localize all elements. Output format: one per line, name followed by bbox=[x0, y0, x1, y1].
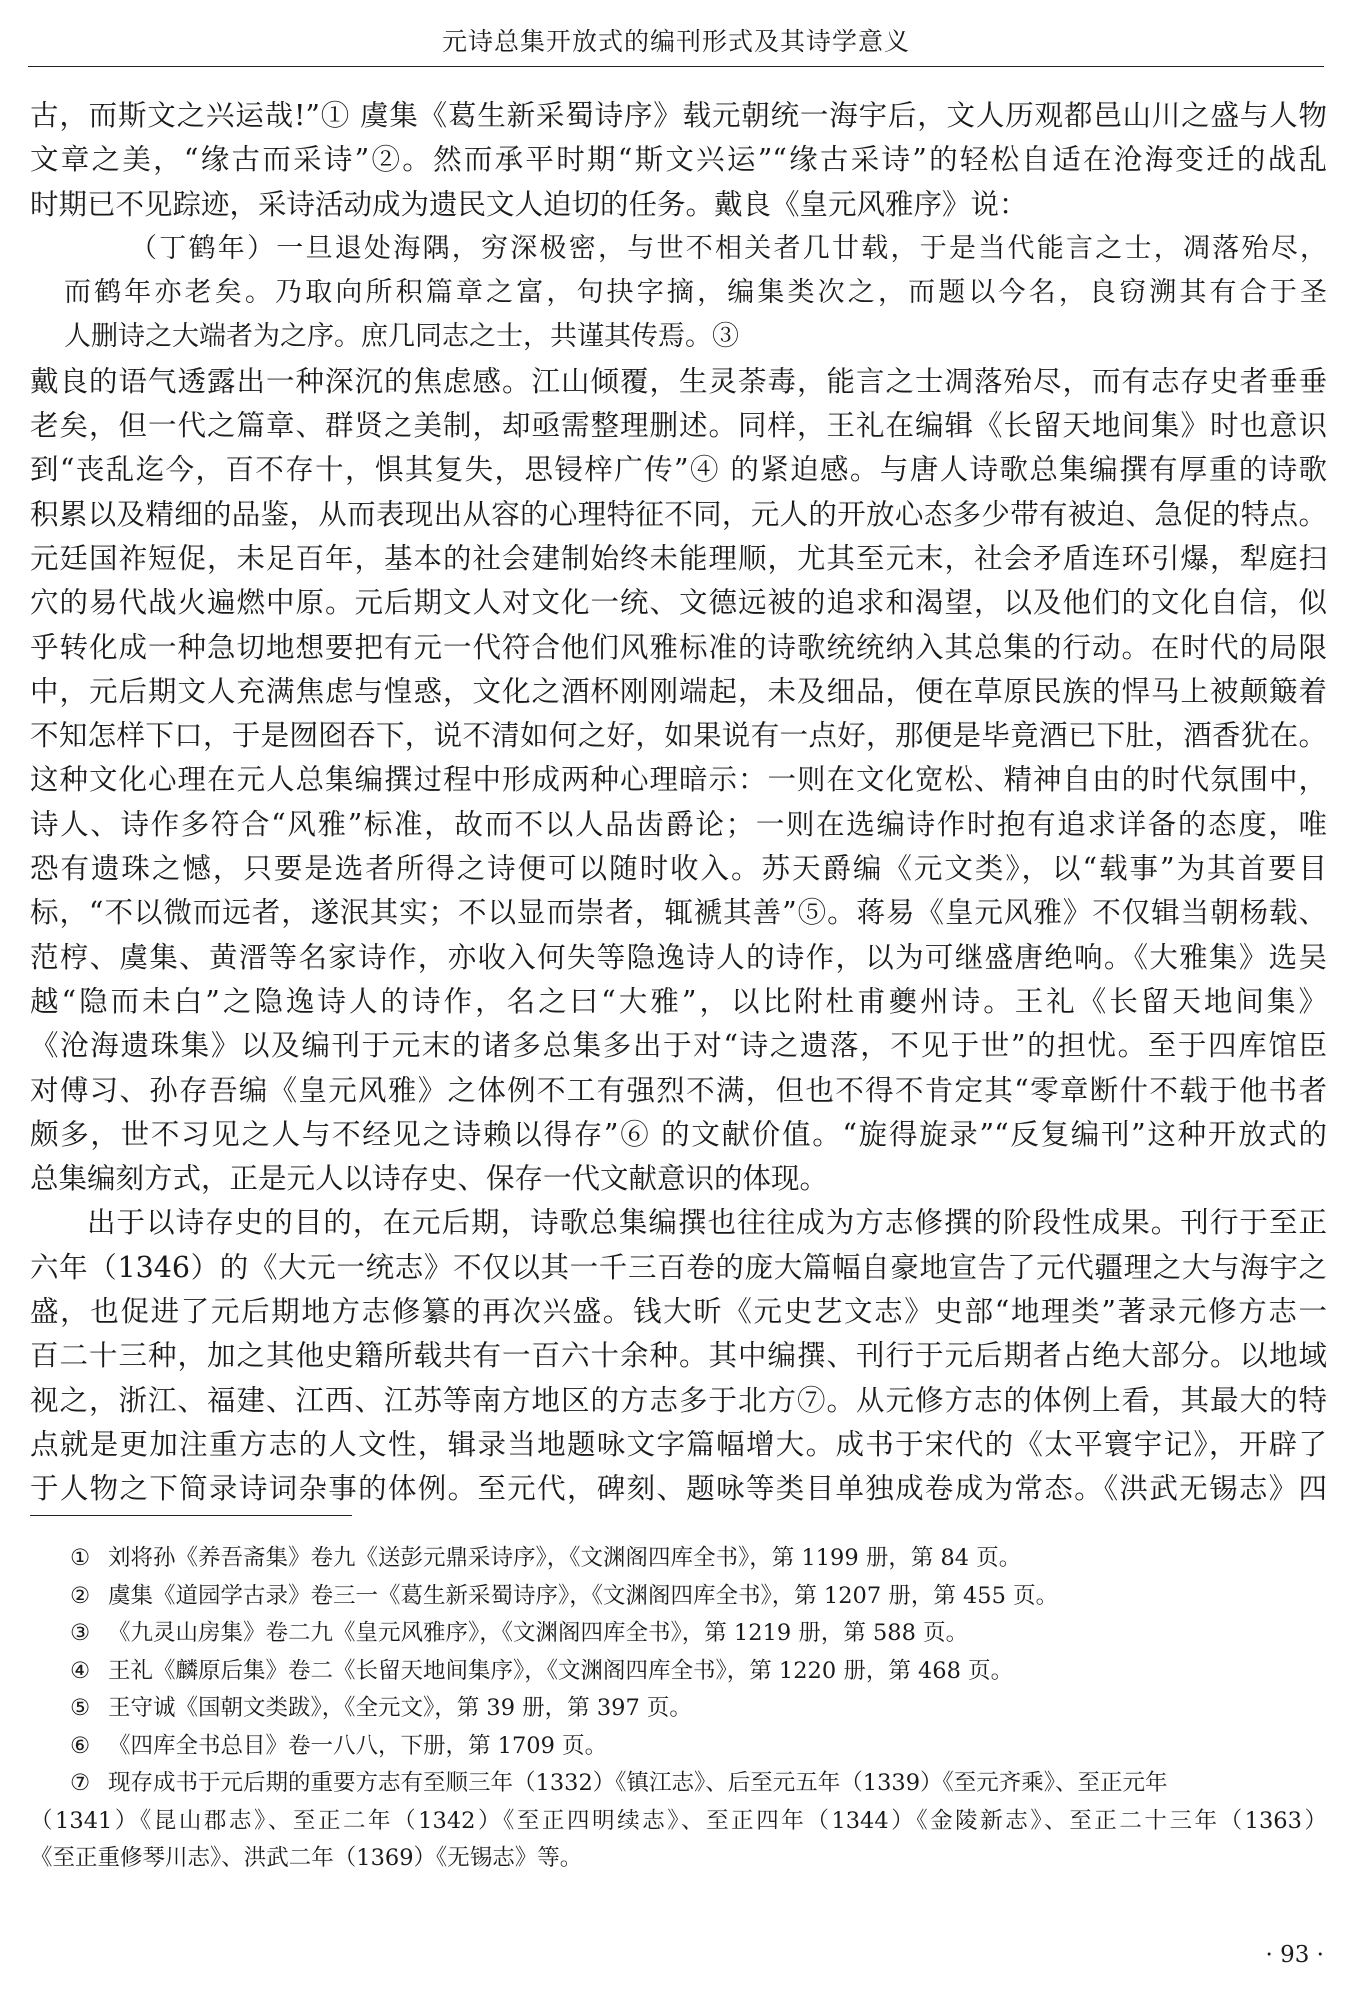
text-line: 元廷国祚短促，未足百年，基本的社会建制始终未能理顺，尤其至元末，社会矛盾连环引爆，犁庭扫 bbox=[30, 541, 1327, 575]
footnote-text: 现存成书于元后期的重要方志有至顺三年（1332）《镇江志》、后至元五年（1339）《至元齐乘》、至正元年 bbox=[108, 1770, 1168, 1796]
footnote-6 bbox=[30, 1728, 1327, 1766]
text-line: 不知怎样下口，于是囫囵吞下，说不清如何之好，如果说有一点好，那便是毕竟酒已下肚，酒香犹在。 bbox=[30, 719, 1327, 753]
page-number: · 93 · bbox=[1265, 1942, 1324, 1968]
text-line: 点就是更加注重方志的人文性，辑录当地题咏文字篇幅增大。成书于宋代的《太平寰宇记》，开辟了 bbox=[30, 1427, 1327, 1461]
footnote-7 bbox=[30, 1765, 1327, 1803]
text-line: 中，元后期文人充满焦虑与惶惑，文化之酒杯刚刚端起，未及细品，便在草原民族的悍马上被颠簸着 bbox=[30, 674, 1327, 708]
text-line: 到“丧乱迄今，百不存十，惧其复失，思锓梓广传”④ 的紧迫感。与唐人诗歌总集编撰有厚重的诗歌 bbox=[30, 453, 1327, 487]
text-line: 诗人、诗作多符合“风雅”标准，故而不以人品齿爵论；一则在选编诗作时抱有追求详备的态度，唯 bbox=[30, 807, 1327, 841]
text-line: 颇多，世不习见之人与不经见之诗赖以得存”⑥ 的文献价值。“旋得旋录”“反复编刊”这种开放式的 bbox=[30, 1117, 1327, 1151]
paragraph-2 bbox=[30, 360, 1327, 1202]
text-line: 视之，浙江、福建、江西、江苏等南方地区的方志多于北方⑦。从元修方志的体例上看，其最大的特 bbox=[30, 1383, 1327, 1417]
text-line: 文章之美，“缘古而采诗”②。然而承平时期“斯文兴运”“缘古采诗”的轻松自适在沧海变迁的战乱 bbox=[30, 143, 1327, 177]
body-text bbox=[30, 94, 1327, 1512]
block-quote bbox=[30, 227, 1327, 360]
footnote-mark: ① bbox=[70, 1545, 91, 1571]
text-line: 百二十三种，加之其他史籍所载共有一百六十余种。其中编撰、刊行于元后期者占绝大部分。以地域 bbox=[30, 1339, 1327, 1373]
footnote-text: 虞集《道园学古录》卷三一《葛生新采蜀诗序》，《文渊阁四库全书》，第 1207 册，第 455 页。 bbox=[108, 1582, 1059, 1609]
footnote-rule bbox=[30, 1515, 352, 1516]
text-line: 恐有遗珠之憾，只要是选者所得之诗便可以随时收入。苏天爵编《元文类》，以“载事”为其首要目 bbox=[30, 852, 1327, 886]
text-line: 这种文化心理在元人总集编撰过程中形成两种心理暗示：一则在文化宽松、精神自由的时代氛围中， bbox=[30, 763, 1327, 797]
footnote-mark: ④ bbox=[70, 1657, 91, 1684]
text-line: 总集编刻方式，正是元人以诗存史、保存一代文献意识的体现。 bbox=[30, 1162, 829, 1196]
text-line: 越“隐而未白”之隐逸诗人的诗作，名之曰“大雅”，以比附杜甫夔州诗。王礼《长留天地间集》 bbox=[30, 984, 1327, 1018]
footnote-text: 王礼《麟原后集》卷二《长留天地间集序》，《文渊阁四库全书》，第 1220 册，第 468 页。 bbox=[108, 1657, 1014, 1684]
footnotes bbox=[30, 1540, 1327, 1878]
footnote-mark: ③ bbox=[70, 1620, 91, 1646]
text-line: 出于以诗存史的目的，在元后期，诗歌总集编撰也往往成为方志修撰的阶段性成果。刊行于至正 bbox=[87, 1206, 1327, 1240]
footnote-7-continued: （1341）《昆山郡志》、至正二年（1342）《至正四明续志》、至正四年（1344）《金陵新志》、至正二十三年（1363） bbox=[30, 1807, 1327, 1834]
footnote-mark: ② bbox=[70, 1582, 91, 1609]
text-line: 积累以及精细的品鉴，从而表现出从容的心理特征不同，元人的开放心态多少带有被迫、急促的特点。 bbox=[30, 497, 1327, 531]
text-line: 盛，也促进了元后期地方志修纂的再次兴盛。钱大昕《元史艺文志》史部“地理类”著录元修方志一 bbox=[30, 1295, 1327, 1329]
text-line: 戴良的语气透露出一种深沉的焦虑感。江山倾覆，生灵荼毒，能言之士凋落殆尽，而有志存史者垂垂 bbox=[30, 364, 1327, 398]
footnote-5 bbox=[30, 1690, 1327, 1728]
footnote-mark: ⑦ bbox=[70, 1770, 91, 1796]
text-line: 范梈、虞集、黄溍等名家诗作，亦收入何失等隐逸诗人的诗作，以为可继盛唐绝响。《大雅集》选吴 bbox=[30, 940, 1327, 974]
running-head: 元诗总集开放式的编刊形式及其诗学意义 bbox=[441, 27, 910, 56]
footnote-mark: ⑥ bbox=[70, 1732, 91, 1759]
quote-line: 而鹤年亦老矣。乃取向所积篇章之富，句抉字摘，编集类次之，而题以今名，良窃溯其有合于圣 bbox=[64, 277, 1327, 309]
text-line: 《沧海遗珠集》以及编刊于元末的诸多总集多出于对“诗之遗落，不见于世”的担忧。至于四库馆臣 bbox=[30, 1029, 1327, 1063]
quote-line: （丁鹤年）一旦退处海隅，穷深极密，与世不相关者几廿载，于是当代能言之士，凋落殆尽， bbox=[130, 232, 1327, 264]
footnote-4 bbox=[30, 1653, 1327, 1691]
footnote-mark: ⑤ bbox=[70, 1695, 91, 1721]
text-line: 时期已不见踪迹，采诗活动成为遗民文人迫切的任务。戴良《皇元风雅序》说： bbox=[30, 187, 1028, 221]
footnote-text: 《四库全书总目》卷一八八，下册，第 1709 页。 bbox=[108, 1732, 608, 1759]
footnote-2 bbox=[30, 1578, 1327, 1616]
paragraph-3 bbox=[30, 1201, 1327, 1511]
text-line: 六年（1346）的《大元一统志》不仅以其一千三百卷的庞大篇幅自豪地宣告了元代疆理之大与海宇之 bbox=[30, 1250, 1327, 1284]
text-line: 对傅习、孙存吾编《皇元风雅》之体例不工有强烈不满，但也不得不肯定其“零章断什不载于他书者 bbox=[30, 1073, 1327, 1107]
footnote-3 bbox=[30, 1615, 1327, 1653]
text-line: 标，“不以微而远者，遂泯其实；不以显而崇者，辄褫其善”⑤。蒋易《皇元风雅》不仅辑当朝杨载、 bbox=[30, 896, 1327, 930]
text-line: 于人物之下简录诗词杂事的体例。至元代，碑刻、题咏等类目单独成卷成为常态。《洪武无锡志》四 bbox=[30, 1472, 1327, 1506]
text-line: 乎转化成一种急切地想要把有元一代符合他们风雅标准的诗歌统统纳入其总集的行动。在时代的局限 bbox=[30, 630, 1327, 664]
header-rule bbox=[28, 66, 1324, 67]
text-line: 老矣，但一代之篇章、群贤之美制，却亟需整理删述。同样，王礼在编辑《长留天地间集》时也意识 bbox=[30, 409, 1327, 443]
text-line: 穴的易代战火遍燃中原。元后期文人对文化一统、文德远被的追求和渴望，以及他们的文化自信，似 bbox=[30, 586, 1327, 620]
paragraph-1 bbox=[30, 94, 1327, 227]
footnote-text: 刘将孙《养吾斋集》卷九《送彭元鼎采诗序》，《文渊阁四库全书》，第 1199 册，第 84 页。 bbox=[108, 1545, 1022, 1571]
text-line: 古，而斯文之兴运哉!”① 虞集《葛生新采蜀诗序》载元朝统一海宇后，文人历观都邑山川之盛与人物 bbox=[30, 99, 1327, 132]
footnote-text: 《九灵山房集》卷二九《皇元风雅序》，《文渊阁四库全书》，第 1219 册，第 588 页。 bbox=[108, 1620, 969, 1646]
footnote-1 bbox=[30, 1540, 1327, 1578]
footnote-7-continued: 《至正重修琴川志》、洪武二年（1369）《无锡志》等。 bbox=[30, 1845, 583, 1871]
quote-line: 人删诗之大端者为之序。庶几同志之士，共谨其传焉。③ bbox=[64, 321, 739, 353]
footnote-text: 王守诚《国朝文类跋》，《全元文》，第 39 册，第 397 页。 bbox=[108, 1695, 692, 1721]
